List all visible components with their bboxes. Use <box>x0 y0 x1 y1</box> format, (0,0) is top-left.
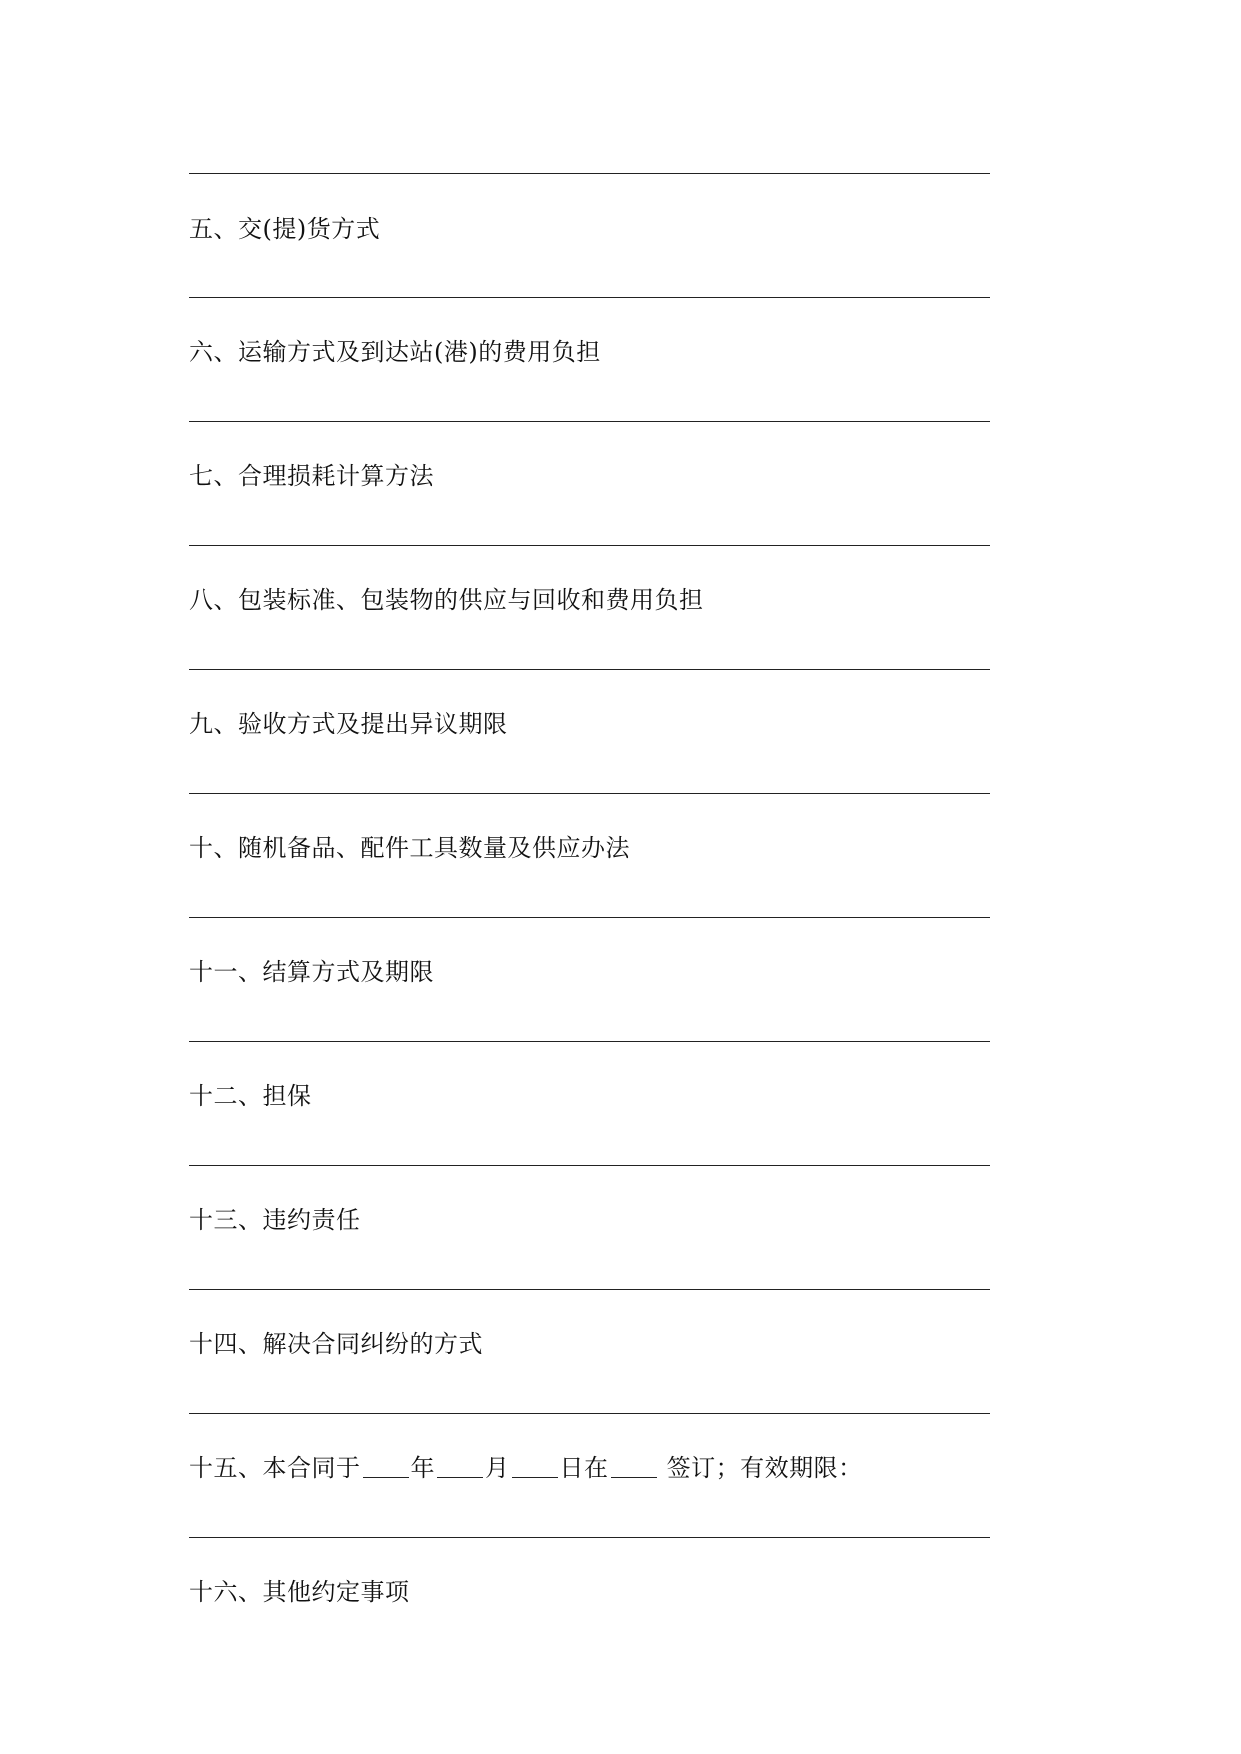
fill-in-line <box>189 1537 990 1538</box>
fill-in-line <box>189 297 990 298</box>
fill-in-line <box>189 545 990 546</box>
section-heading-14: 十四、解决合同纠纷的方式 <box>189 1330 483 1358</box>
section-heading-7: 七、合理损耗计算方法 <box>189 462 434 490</box>
section-heading-6: 六、运输方式及到达站(港)的费用负担 <box>189 338 601 366</box>
month-blank[interactable] <box>437 1476 483 1478</box>
fill-in-line <box>189 793 990 794</box>
signing-prefix: 十五、本合同于 <box>189 1454 361 1482</box>
fill-in-line <box>189 173 990 174</box>
section-heading-9: 九、验收方式及提出异议期限 <box>189 710 508 738</box>
fill-in-line <box>189 1165 990 1166</box>
day-blank[interactable] <box>512 1476 558 1478</box>
signing-year-label: 年 <box>410 1454 435 1482</box>
fill-in-line <box>189 669 990 670</box>
section-heading-11: 十一、结算方式及期限 <box>189 958 434 986</box>
fill-in-line <box>189 917 990 918</box>
section-heading-13: 十三、违约责任 <box>189 1206 361 1234</box>
signing-day-label: 日在 <box>559 1454 609 1482</box>
fill-in-line <box>189 1413 990 1414</box>
section-heading-10: 十、随机备品、配件工具数量及供应办法 <box>189 834 630 862</box>
section-heading-5: 五、交(提)货方式 <box>189 215 381 243</box>
year-blank[interactable] <box>363 1476 409 1478</box>
fill-in-line <box>189 1289 990 1290</box>
fill-in-line <box>189 1041 990 1042</box>
signing-suffix: 签订；有效期限： <box>658 1454 863 1482</box>
fill-in-line <box>189 421 990 422</box>
place-blank[interactable] <box>611 1476 657 1478</box>
section-heading-12: 十二、担保 <box>189 1082 312 1110</box>
section-heading-16: 十六、其他约定事项 <box>189 1578 410 1606</box>
section-heading-15 <box>189 1452 863 1484</box>
section-heading-8: 八、包装标准、包装物的供应与回收和费用负担 <box>189 586 704 614</box>
signing-month-label: 月 <box>485 1454 510 1482</box>
